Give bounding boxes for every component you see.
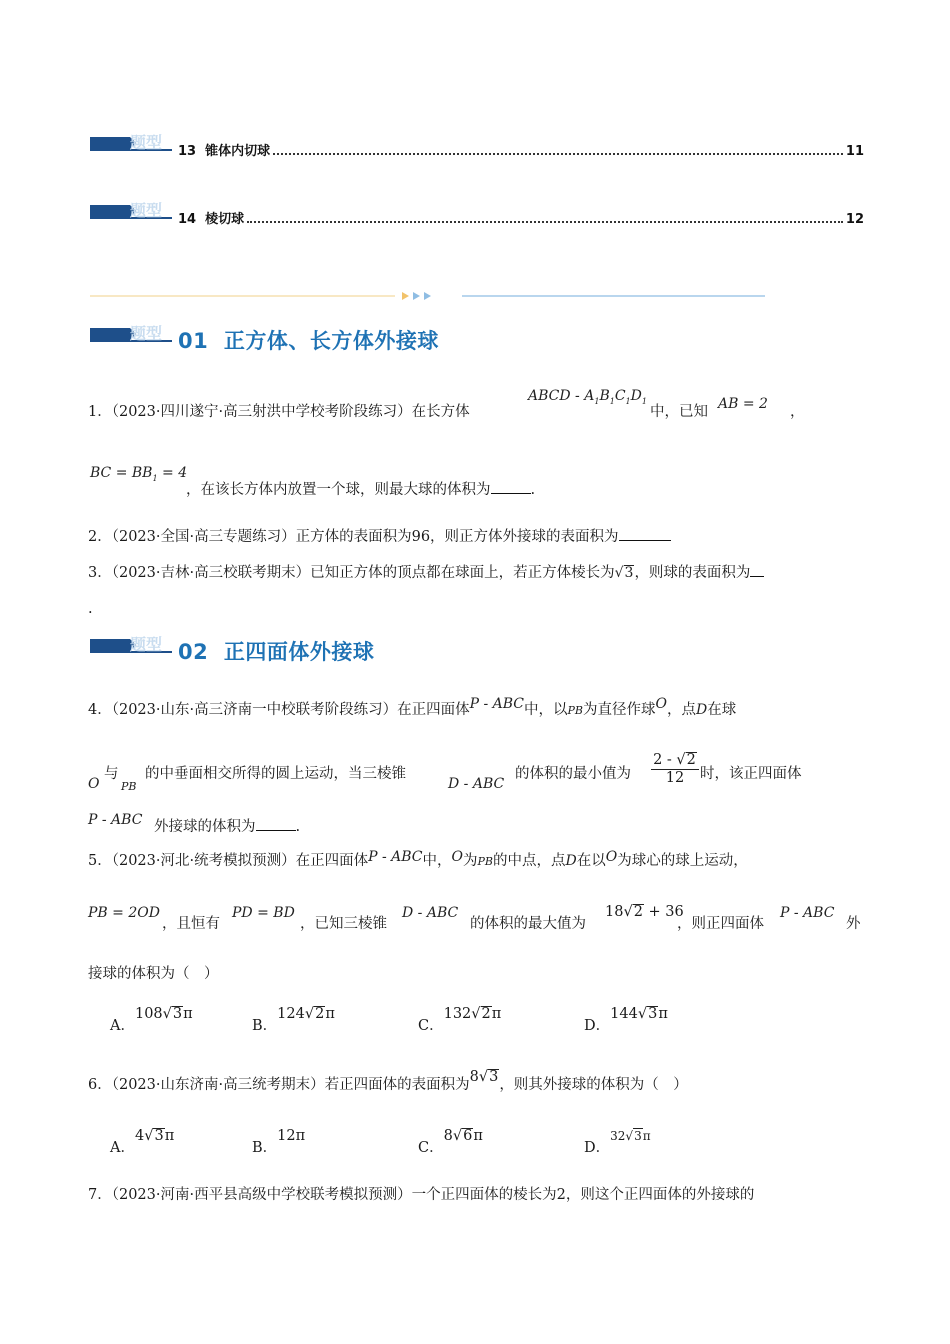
option-b[interactable]: B．124√2π	[252, 1006, 335, 1034]
fraction-min-volume: $\frac{2 - √2}{12}$	[651, 752, 699, 786]
question-1-line-2: ，在该长方体内放置一个球，则最大球的体积为 .	[186, 479, 535, 500]
section-badge-icon	[90, 633, 172, 655]
question-5-line-2e: 外	[846, 916, 861, 932]
answer-blank[interactable]	[619, 526, 671, 541]
question-2: 2．（2023·全国·高三专题练习）正方体的表面积为96，则正方体外接球的表面积为	[88, 526, 671, 547]
question-4-line-1: 4．（2023·山东·高三济南一中校联考阶段练习）在正四面体P - ABC中，以PB为直径作球O，点D在球	[88, 696, 737, 718]
section-title-02: 02 正四面体外接球	[178, 640, 375, 664]
question-1-line-1: 1．（2023·四川遂宁·高三射洪中学校考阶段练习）在长方体	[88, 404, 470, 420]
section-title-01: 01 正方体、长方体外接球	[178, 329, 439, 353]
math-pabc: P - ABC	[88, 812, 143, 828]
question-5-line-2c: 的体积的最大值为	[470, 916, 586, 932]
question-5-line-2a: ，且恒有	[162, 916, 220, 932]
option-a[interactable]: A．108√3π	[110, 1006, 193, 1034]
question-1-text-mid: 中，已知	[650, 404, 708, 420]
question-5-line-2b: ，已知三棱锥	[300, 916, 387, 932]
option-a[interactable]: A．4√3π	[110, 1128, 175, 1156]
option-d[interactable]: D．32√3π	[584, 1129, 651, 1156]
question-6: 6．（2023·山东济南·高三统考期末）若正四面体的表面积为8√3，则其外接球的体积为（ ）	[88, 1069, 688, 1093]
toc-entry-14[interactable]	[178, 207, 864, 227]
question-5-line-1: 5．（2023·河北·统考模拟预测）在正四面体P - ABC中，O为PB的中点，点D在以O为球心的球上运动，	[88, 849, 748, 869]
toc-number: 13	[178, 144, 197, 159]
question-3-end: .	[88, 601, 93, 617]
toc-leader	[247, 221, 843, 223]
svg-text:题型: 题型	[130, 201, 163, 220]
math-pb-2od: PB = 2OD	[88, 905, 160, 921]
section-badge-icon	[90, 199, 172, 221]
math-pd-bd: PD = BD	[232, 905, 295, 921]
question-4-with: 与	[104, 766, 119, 782]
divider-ornament	[90, 288, 770, 304]
svg-text:题型: 题型	[130, 133, 163, 152]
math-bc: BC = $BB_1 = 4$	[90, 465, 188, 483]
toc-title: 锥体内切球	[205, 144, 271, 159]
math-dabc: D - ABC	[448, 776, 505, 792]
toc-entry-13[interactable]	[178, 139, 864, 159]
question-5-line-2d: ，则正四面体	[677, 916, 764, 932]
answer-blank[interactable]	[491, 479, 531, 494]
math-ab: AB = 2	[718, 396, 768, 412]
answer-blank[interactable]	[256, 816, 296, 831]
math-o: O	[88, 776, 100, 792]
toc-number: 14	[178, 212, 197, 227]
option-c[interactable]: C．132√2π	[418, 1006, 502, 1034]
option-c[interactable]: C．8√6π	[418, 1128, 483, 1156]
question-3: 3．（2023·吉林·高三校联考期末）已知正方体的顶点都在球面上，若正方体棱长为√3，则球的表面积为	[88, 562, 764, 583]
answer-blank[interactable]	[750, 562, 764, 577]
comma: ，	[790, 404, 805, 420]
option-b[interactable]: B．12π	[252, 1128, 306, 1156]
question-5-line-3: 接球的体积为（ ）	[88, 966, 219, 982]
question-4-line-2b: 的体积的最小值为	[515, 766, 631, 782]
toc-leader	[273, 153, 843, 155]
option-d[interactable]: D．144√3π	[584, 1006, 668, 1034]
question-4-line-3: 外接球的体积为 .	[154, 816, 300, 837]
toc-page: 11	[845, 144, 864, 159]
math-pb: PB	[121, 780, 137, 793]
math-pabc: P - ABC	[780, 905, 835, 921]
toc-title: 棱切球	[205, 212, 245, 227]
math-cuboid: ABCD - $A_1B_1C_1D_1$	[528, 388, 647, 406]
math-max-volume: 18√2 + 36	[605, 904, 684, 920]
question-4-line-2c: 时，该正四面体	[700, 766, 802, 782]
svg-text:题型: 题型	[130, 324, 163, 343]
question-7: 7．（2023·河南·西平县高级中学校联考模拟预测）一个正四面体的棱长为2，则这个正四面体的外接球的	[88, 1187, 755, 1203]
question-4-line-2: 的中垂面相交所得的圆上运动，当三棱锥	[145, 766, 406, 782]
math-dabc: D - ABC	[402, 905, 459, 921]
toc-page: 12	[845, 212, 864, 227]
section-badge-icon	[90, 322, 172, 344]
section-badge-icon	[90, 131, 172, 153]
svg-text:题型: 题型	[130, 635, 163, 654]
